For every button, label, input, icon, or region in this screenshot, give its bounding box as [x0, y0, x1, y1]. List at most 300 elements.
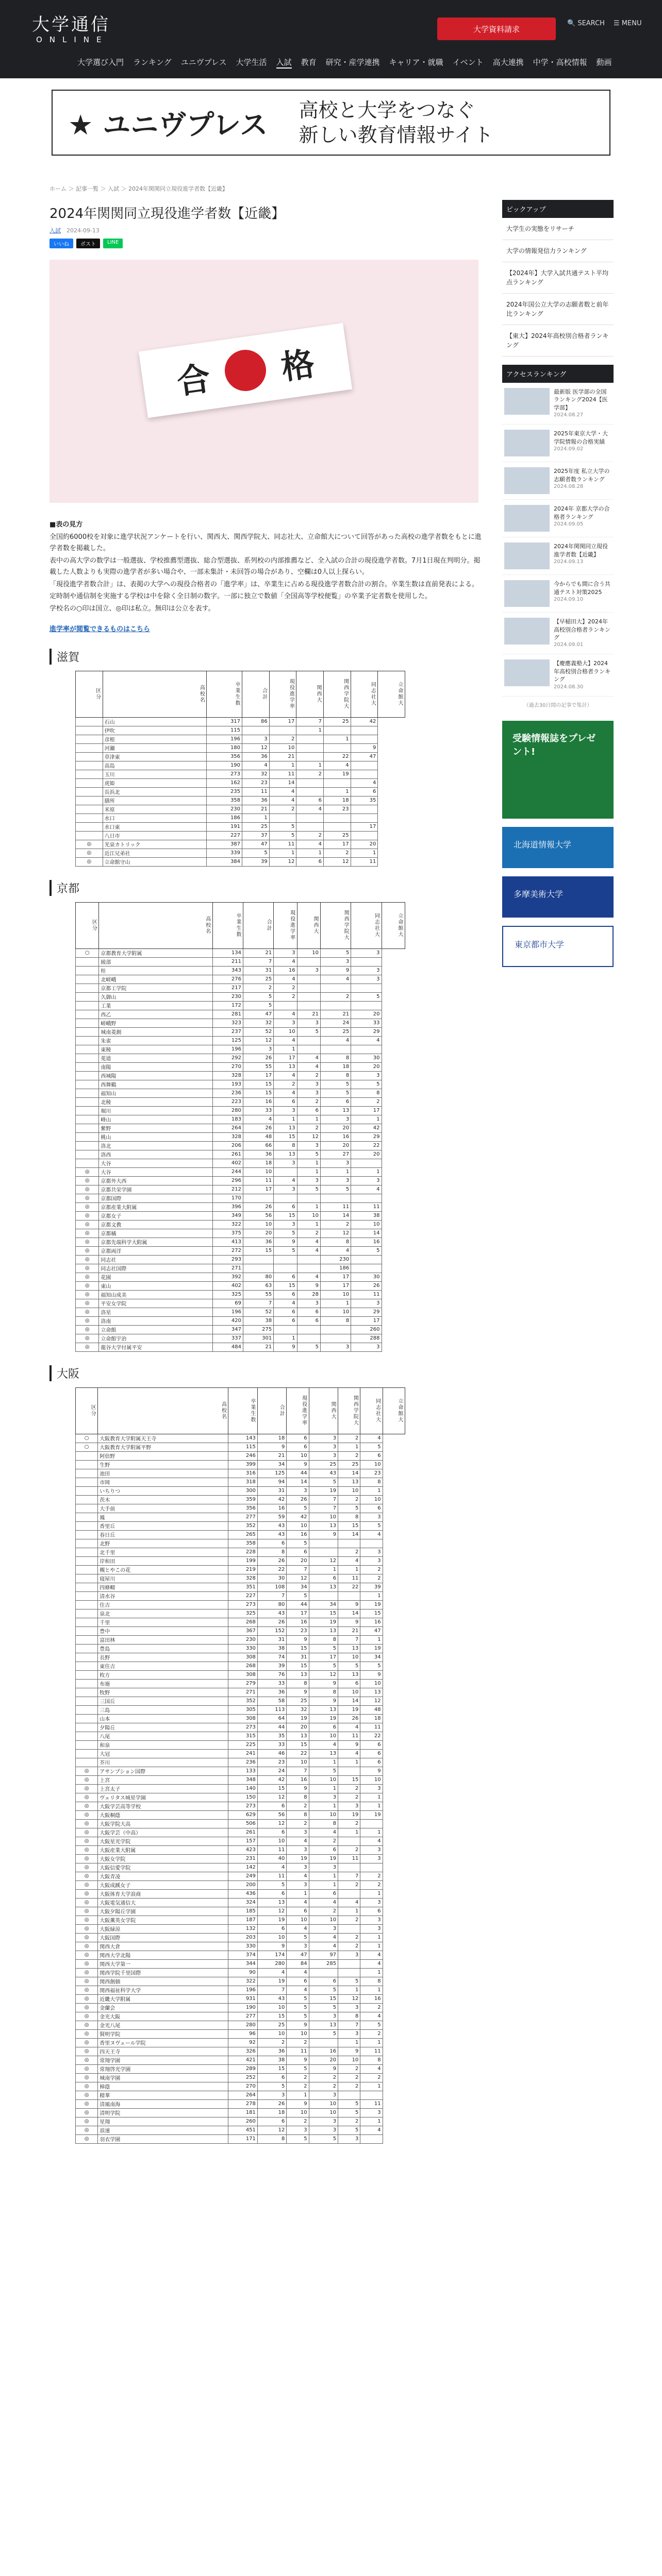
ranking-date: 2024.09.13 [554, 558, 584, 565]
table-cell: 1 [297, 1167, 320, 1176]
table-row [76, 761, 405, 770]
table-cell: 6 [287, 1443, 309, 1451]
table-cell: 5 [360, 2021, 383, 2029]
univpress-banner[interactable] [52, 90, 610, 156]
school-type [76, 1495, 98, 1504]
table-cell: 1 [296, 726, 324, 735]
table-cell: 13 [309, 1705, 338, 1714]
table-cell: 4 [287, 1837, 309, 1845]
table-cell: 4 [360, 1434, 383, 1443]
table-row [76, 2099, 405, 2108]
table-cell: 6 [274, 1308, 297, 1316]
x-share-button[interactable]: ポスト [76, 239, 100, 248]
table-cell: 1 [296, 761, 324, 770]
table-row [76, 1238, 405, 1246]
table-cell: 1 [324, 787, 351, 796]
ranking-title: 【早稲田大】2024年高校別合格者ランキング [554, 618, 610, 641]
table-cell: 1 [287, 1889, 309, 1898]
ranking-item[interactable] [502, 613, 614, 654]
table-cell: 5 [351, 992, 382, 1001]
table-row [76, 1504, 405, 1513]
table-cell: 12 [287, 1574, 309, 1583]
table-cell: 2 [309, 2073, 338, 2082]
pickup-list [502, 218, 614, 357]
table-cell: 1 [360, 1828, 383, 1837]
table-cell: 9 [338, 1618, 360, 1626]
table-cell [351, 726, 378, 735]
table-cell: 11 [243, 1176, 273, 1185]
table-cell: 15 [309, 1994, 338, 2003]
school-name: 彦根 [103, 735, 207, 743]
table-cell: 18 [360, 1714, 383, 1723]
table-row [76, 1968, 405, 1977]
table-cell: 343 [212, 966, 243, 975]
nav-item[interactable]: 中学・高校情報 [533, 58, 587, 67]
table-cell: 12 [257, 1819, 286, 1828]
table-cell: 3 [274, 1159, 297, 1167]
school-name: 東稜 [99, 1045, 212, 1054]
table-cell [297, 1325, 320, 1334]
table-cell: 3 [274, 1019, 297, 1027]
ranking-date: 2024.09.01 [554, 642, 584, 648]
table-cell: 6 [287, 1434, 309, 1443]
table-row [76, 1977, 405, 1986]
table-cell: 26 [257, 1618, 286, 1626]
ranking-heading: アクセスランキング [502, 365, 614, 383]
school-type: ◎ [76, 1185, 99, 1194]
table-cell: 351 [228, 1583, 257, 1591]
table-cell: 4 [360, 2012, 383, 2021]
table-cell: 6 [360, 1758, 383, 1767]
school-name: 大谷 [99, 1167, 212, 1176]
school-name: 莵道 [99, 1054, 212, 1062]
table-cell: 38 [243, 1316, 273, 1325]
school-type: ○ [76, 1434, 98, 1443]
table-cell: 30 [351, 1273, 382, 1281]
ranking-item[interactable] [502, 500, 614, 537]
column-header: 同志社大 [351, 902, 382, 948]
table-cell [274, 1167, 297, 1176]
table-cell: 6 [321, 1097, 351, 1106]
school-type: ◎ [76, 2134, 98, 2143]
table-cell: 15 [274, 1132, 297, 1141]
ranking-thumbnail [504, 467, 550, 494]
table-row [76, 1264, 405, 1273]
table-cell: 6 [309, 1977, 338, 1986]
table-cell: 9 [287, 2021, 309, 2029]
table-cell: 6 [351, 787, 378, 796]
school-type: ◎ [76, 2117, 98, 2126]
ranking-item[interactable] [502, 575, 614, 613]
nav-item[interactable]: 研究・産学連携 [325, 58, 380, 67]
ad-tamabi[interactable]: 多摩美術大学 [502, 876, 614, 918]
table-cell: 3 [287, 1845, 309, 1854]
table-cell: 157 [228, 1837, 257, 1845]
pickup-item[interactable]: 【東大】2024年高校別合格者ランキング [502, 325, 614, 357]
table-cell: 325 [212, 1290, 243, 1299]
table-cell: 27 [321, 1150, 351, 1159]
table-cell: 4 [351, 1185, 382, 1194]
table-cell: 21 [338, 1626, 360, 1635]
table-cell [338, 1889, 360, 1898]
table-cell: 3 [338, 2029, 360, 2038]
school-type [76, 1679, 98, 1688]
table-cell: 22 [351, 1141, 382, 1150]
school-type [76, 1574, 98, 1583]
table-cell: 3 [351, 975, 382, 984]
school-type [76, 1019, 99, 1027]
table-cell: 484 [212, 1343, 243, 1351]
table-row [76, 1539, 405, 1548]
table-cell: 5 [309, 2003, 338, 2012]
school-name: 樟蔭 [98, 2082, 228, 2091]
pickup-item[interactable]: 大学の情報発信力ランキング [502, 240, 614, 262]
school-type [76, 1124, 99, 1132]
table-cell: 10 [360, 1495, 383, 1504]
table-cell: 13 [338, 1670, 360, 1679]
school-type: ◎ [76, 2082, 98, 2091]
table-cell: 9 [321, 966, 351, 975]
school-type: ◎ [76, 2038, 98, 2047]
school-name: 綾部 [99, 957, 212, 966]
table-cell: 3 [309, 1793, 338, 1802]
school-name: 槻とやこの花 [98, 1565, 228, 1574]
school-name: 京都産業大附属 [99, 1202, 212, 1211]
school-type [76, 1565, 98, 1574]
table-cell: 2 [338, 1548, 360, 1556]
table-cell: 6 [309, 1574, 338, 1583]
column-header: 区分 [76, 1387, 98, 1434]
category-link[interactable]: 入試 [49, 227, 61, 234]
ranking-title: 2024年関関同立現役進学者数【近畿】 [554, 543, 608, 558]
table-row [76, 1591, 405, 1600]
ad-brochure[interactable]: 受験情報誌をプレゼント! [502, 721, 614, 819]
table-cell: 9 [338, 1600, 360, 1609]
table-cell: 10 [360, 1679, 383, 1688]
school-type: ◎ [76, 1229, 99, 1238]
school-type [76, 1539, 98, 1548]
nav-item[interactable]: 大学選び入門 [77, 58, 124, 67]
table-cell: 86 [242, 717, 270, 726]
table-row [76, 1618, 405, 1626]
school-type: ◎ [76, 1959, 98, 1968]
school-type: ◎ [76, 1994, 98, 2003]
table-cell: 97 [309, 1951, 338, 1959]
table-cell [338, 1837, 360, 1845]
table-cell: 2 [269, 805, 296, 814]
table-cell: 317 [207, 717, 242, 726]
table-cell: 39 [257, 1662, 286, 1670]
table-cell [360, 1539, 383, 1548]
school-name: 長野 [98, 1653, 228, 1662]
nav-item[interactable]: 大学生活 [236, 58, 267, 67]
ranking-item[interactable] [502, 537, 614, 575]
table-cell: 2 [321, 1220, 351, 1229]
school-name: 大阪体育大学浪商 [98, 1889, 228, 1898]
school-name: 精華 [98, 2091, 228, 2099]
table-cell: 3 [360, 1845, 383, 1854]
table-cell [351, 1255, 382, 1264]
table-row [76, 2126, 405, 2134]
table-cell: 1 [309, 1784, 338, 1793]
school-name: 京都工学院 [99, 984, 212, 992]
table-cell: 7 [257, 1591, 286, 1600]
search-button[interactable]: 🔍 SEARCH [567, 20, 605, 27]
table-row [76, 1045, 405, 1054]
table-cell: 13 [274, 1062, 297, 1071]
table-cell: 5 [257, 2082, 286, 2091]
table-row [76, 1469, 405, 1478]
table-cell: 10 [321, 1308, 351, 1316]
ad-hokkaido[interactable]: 北海道情報大学 [502, 827, 614, 868]
table-row [76, 1802, 405, 1810]
table-cell: 5 [351, 1080, 382, 1089]
table-cell: 18 [243, 1159, 273, 1167]
table-cell: 11 [351, 1290, 382, 1299]
table-cell [321, 1334, 351, 1343]
pickup-item[interactable]: 【2024年】大学入試共通テスト平均点ランキング [502, 262, 614, 294]
request-materials-button[interactable]: 大学資料請求 [437, 18, 556, 40]
nav-item[interactable]: ランキング [133, 58, 172, 67]
table-cell: 5 [309, 1767, 338, 1775]
table-row [76, 1316, 405, 1325]
table-cell: 230 [228, 1635, 257, 1644]
table-cell [351, 957, 382, 966]
table-cell: 10 [321, 1290, 351, 1299]
nav-item[interactable]: 高大連携 [492, 58, 524, 67]
table-cell: 6 [297, 1106, 320, 1115]
ranking-title: 今からでも間に合う共通テスト対策2025 [554, 581, 610, 596]
table-cell: 277 [228, 1513, 257, 1521]
school-type: ◎ [76, 2012, 98, 2021]
table-row [76, 1343, 405, 1351]
table-cell: 48 [360, 1705, 383, 1714]
table-cell: 14 [351, 1229, 382, 1238]
ranking-item[interactable] [502, 383, 614, 425]
table-cell: 108 [257, 1583, 286, 1591]
table-cell: 9 [287, 1688, 309, 1697]
breadcrumb[interactable]: ホーム ＞ 記事一覧 ＞ 入試 ＞ 2024年関関同立現役進学者数【近畿】 [49, 185, 228, 192]
table-cell: 6 [309, 1889, 338, 1898]
table-row [76, 1451, 405, 1460]
table-cell [351, 814, 378, 822]
nav-item[interactable]: 動画 [596, 58, 612, 67]
table-cell: 19 [287, 1714, 309, 1723]
nav-item[interactable]: キャリア・就職 [389, 58, 443, 67]
table-cell: 23 [324, 805, 351, 814]
table-cell: 5 [351, 1246, 382, 1255]
table-cell: 20 [309, 2056, 338, 2064]
school-type [76, 717, 103, 726]
table-cell: 9 [274, 1343, 297, 1351]
school-type [76, 1001, 99, 1010]
table-cell [324, 822, 351, 831]
table-cell: 25 [324, 831, 351, 840]
table-cell: 180 [207, 743, 242, 752]
nav-item[interactable]: イベント [452, 58, 484, 67]
table-cell [269, 814, 296, 822]
table-header [76, 671, 405, 717]
table-cell: 10 [257, 2029, 286, 2038]
table-cell: 273 [228, 1723, 257, 1732]
school-name: 高島 [103, 761, 207, 770]
school-name: 関西大学第一 [98, 1959, 228, 1968]
table-cell: 6 [360, 1907, 383, 1916]
site-logo[interactable]: 大学通信 [32, 14, 110, 35]
school-name: 同志社 [99, 1255, 212, 1264]
table-cell: 19 [360, 1600, 383, 1609]
school-type [76, 966, 99, 975]
table-cell: 3 [309, 1443, 338, 1451]
school-name: 北千里 [98, 1548, 228, 1556]
school-name: 金光大阪 [98, 2012, 228, 2021]
ranking-list [502, 383, 614, 697]
school-type [76, 1036, 99, 1045]
table-cell: 19 [309, 1486, 338, 1495]
school-type: ◎ [76, 1767, 98, 1775]
table-cell: 10 [287, 2029, 309, 2038]
table-row [76, 1229, 405, 1238]
table-cell: 10 [309, 2108, 338, 2117]
table-cell: 359 [228, 1495, 257, 1504]
school-type [76, 1478, 98, 1486]
table-cell: 3 [321, 1159, 351, 1167]
school-type: ◎ [76, 1325, 99, 1334]
table-cell: 59 [257, 1513, 286, 1521]
table-cell: 19 [309, 1714, 338, 1723]
school-type: ◎ [76, 1264, 99, 1273]
table-cell: 13 [309, 1583, 338, 1591]
table-cell: 22 [324, 752, 351, 761]
school-type: ◎ [76, 1167, 99, 1176]
table-cell: 7 [309, 1495, 338, 1504]
column-header: 卒業生数 [228, 1387, 257, 1434]
table-cell: 9 [351, 743, 378, 752]
table-cell: 32 [242, 770, 270, 778]
table-cell: 1 [360, 1486, 383, 1495]
table-cell: 211 [212, 957, 243, 966]
table-cell: 3 [297, 1141, 320, 1150]
table-cell: 64 [257, 1714, 286, 1723]
menu-button[interactable]: ☰ MENU [614, 20, 642, 27]
table-cell: 5 [274, 1246, 297, 1255]
ad-tcu[interactable]: 東京都市大学 [502, 926, 614, 967]
table-cell: 2 [243, 984, 273, 992]
table-cell: 25 [242, 822, 270, 831]
table-cell: 3 [360, 1556, 383, 1565]
school-name: 大阪女学院 [98, 1854, 228, 1863]
table-cell: 200 [228, 1880, 257, 1889]
table-cell [321, 984, 351, 992]
school-name: 大阪教育大学附属天王寺 [98, 1434, 228, 1443]
table-cell: 4 [360, 2126, 383, 2134]
table-row [76, 1670, 405, 1679]
table-row [76, 2029, 405, 2038]
table-cell: 3 [309, 2126, 338, 2134]
table-cell: 326 [228, 2047, 257, 2056]
pickup-item[interactable]: 大学生の実態をリサーチ [502, 218, 614, 240]
table-cell: 1 [360, 1591, 383, 1600]
table-row [76, 1959, 405, 1968]
table-cell: 115 [207, 726, 242, 735]
table-cell [321, 1325, 351, 1334]
table-cell: 3 [287, 1880, 309, 1889]
nav-item[interactable]: 入試 [276, 57, 292, 69]
school-name: 同志社国際 [99, 1264, 212, 1273]
nav-item[interactable]: 教育 [301, 58, 317, 67]
table-cell: 4 [321, 975, 351, 984]
nav-item[interactable]: ユニヴプレス [180, 58, 227, 67]
table-cell: 1 [321, 1299, 351, 1308]
pickup-item[interactable]: 2024年国公立大学の志願者数と前年比ランキング [502, 294, 614, 325]
column-header: 区分 [76, 671, 103, 717]
table-cell: 6 [287, 1907, 309, 1916]
rate-link[interactable]: 進学率が閲覧できるものはこちら [49, 625, 151, 633]
school-name: 豊島 [98, 1644, 228, 1653]
table-row [76, 726, 405, 735]
table-cell: 1 [274, 1115, 297, 1124]
table-cell: 3 [360, 1916, 383, 1924]
school-type [76, 1583, 98, 1591]
ranking-item[interactable] [502, 462, 614, 500]
school-name: 朱雀 [99, 1036, 212, 1045]
table-cell: 2 [274, 984, 297, 992]
table-cell: 94 [257, 1478, 286, 1486]
table-row [76, 1635, 405, 1644]
school-name: 大阪学院大高 [98, 1819, 228, 1828]
hero-image [49, 260, 478, 503]
publish-date: 2024-09-13 [67, 227, 100, 234]
table-cell: 3 [338, 2134, 360, 2143]
table-cell: 3 [351, 966, 382, 975]
ranking-title: 2024年 京都大学の合格者ランキング [554, 505, 610, 520]
table-cell: 421 [228, 2056, 257, 2064]
table-cell: 5 [338, 2126, 360, 2134]
table-row [76, 2091, 405, 2099]
ranking-item[interactable] [502, 425, 614, 462]
ranking-item[interactable] [502, 654, 614, 696]
table-cell: 5 [287, 1591, 309, 1600]
table-cell: 9 [309, 1679, 338, 1688]
table-cell: 5 [321, 1080, 351, 1089]
table-cell: 22 [338, 1583, 360, 1591]
table-cell: 11 [338, 1854, 360, 1863]
table-cell: 337 [212, 1334, 243, 1343]
school-type [76, 787, 103, 796]
table-cell: 5 [321, 948, 351, 957]
line-share-button[interactable]: LINE [103, 239, 123, 248]
table-cell: 12 [243, 1036, 273, 1045]
table-cell: 10 [338, 1486, 360, 1495]
table-cell: 6 [309, 1723, 338, 1732]
table-cell [296, 743, 324, 752]
table-cell: 3 [360, 1854, 383, 1863]
table-row [76, 1653, 405, 1662]
table-cell: 2 [287, 1802, 309, 1810]
table-cell: 10 [309, 1810, 338, 1819]
table-cell: 4 [274, 1089, 297, 1097]
facebook-share-button[interactable]: いいね [49, 239, 73, 248]
school-type: ◎ [76, 1194, 99, 1202]
table-cell: 5 [287, 2064, 309, 2073]
article-meta [49, 226, 483, 234]
table-cell: 4 [321, 1246, 351, 1255]
table-cell: 3 [360, 1548, 383, 1556]
table-cell: 270 [212, 1062, 243, 1071]
table-cell: 230 [212, 992, 243, 1001]
table-cell: 19 [360, 1644, 383, 1653]
table-cell: 2 [360, 2003, 383, 2012]
